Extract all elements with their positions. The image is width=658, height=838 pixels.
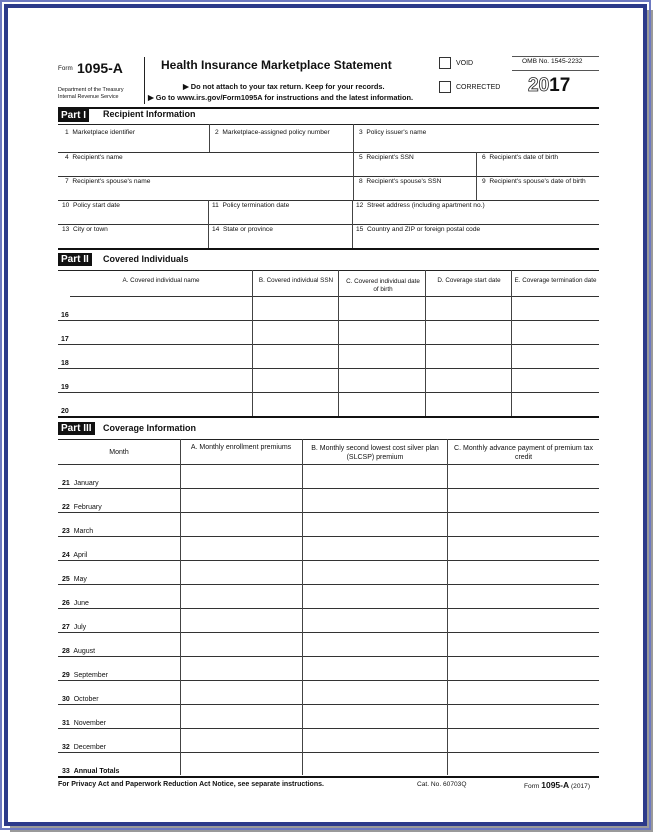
tax-year-suffix: 17 [549,75,571,96]
row-number: 25 [62,576,70,583]
row-number: 24 [62,552,70,559]
row-month: February [73,504,102,511]
part3-row [62,528,93,535]
row-month: August [73,648,96,655]
col-c-covered-dob: C. Covered individual date of birth [346,278,420,293]
col-b-slcsp-premium: B. Monthly second lowest cost silver plan (SLCSP) premium [311,445,439,461]
field-15-country-zip: 15 Country and ZIP or foreign postal code [356,226,481,233]
field-7-spouse-name: 7 Recipient's spouse's name [65,178,151,185]
part3-row [62,552,87,559]
catalog-number: Cat. No. 60703Q [417,781,467,788]
part3-badge: Part III [58,422,95,435]
dept-line-2: Internal Revenue Service [58,94,119,100]
part3-row [62,720,106,727]
field-10-policy-start: 10 Policy start date [62,202,120,209]
part3-row [62,576,87,583]
row-number: 28 [62,648,70,655]
part2-row-17: 17 [61,336,69,343]
row-number: 32 [62,744,70,751]
tax-year [528,76,570,95]
row-month: Annual Totals [73,768,120,775]
row-month: September [73,672,108,679]
instruction-note-2: ▶ Go to www.irs.gov/Form1095A for instructions and the latest information. [148,93,414,102]
part3-row [62,600,89,607]
row-number: 27 [62,624,70,631]
field-6-recipient-dob: 6 Recipient's date of birth [482,154,559,161]
corrected-checkbox[interactable] [439,81,451,93]
part2-row-20: 20 [61,408,69,415]
field-3-policy-issuer: 3 Policy issuer's name [359,129,427,136]
row-number: 33 [62,768,70,775]
col-a-covered-name: A. Covered individual name [122,277,200,284]
part2-row-18: 18 [61,360,69,367]
void-label: VOID [456,60,474,67]
form-number: 1095-A [77,60,123,76]
col-b-covered-ssn: B. Covered individual SSN [258,277,334,284]
part3-row [62,744,106,751]
form-label: Form [58,65,73,72]
row-number: 21 [62,480,70,487]
row-month: June [73,600,89,607]
row-month: March [73,528,94,535]
field-5-recipient-ssn: 5 Recipient's SSN [359,154,414,161]
part3-title: Coverage Information [103,423,197,433]
part3-row [62,504,102,511]
row-month: July [73,624,87,631]
row-month: October [73,696,99,703]
part1-title: Recipient Information [103,109,196,119]
part3-row [62,624,86,631]
part3-row [62,768,119,775]
part3-row [62,648,95,655]
dept-line-1: Department of the Treasury [58,87,124,93]
col-d-coverage-start: D. Coverage start date [437,277,501,284]
row-month: December [73,744,106,751]
part2-title: Covered Individuals [103,254,189,264]
omb-number: OMB No. 1545-2232 [522,58,583,65]
row-month: April [73,552,88,559]
field-8-spouse-ssn: 8 Recipient's spouse's SSN [359,178,442,185]
corrected-label: CORRECTED [456,84,501,91]
row-number: 22 [62,504,70,511]
row-number: 30 [62,696,70,703]
row-month: May [73,576,87,583]
col-a-enrollment-premiums: A. Monthly enrollment premiums [190,444,292,451]
row-month: November [73,720,106,727]
part2-row-19: 19 [61,384,69,391]
field-11-policy-termination: 11 Policy termination date [212,202,290,209]
col-month: Month [109,449,129,456]
field-1-marketplace-identifier: 1 Marketplace identifier [65,129,136,136]
part3-row [62,696,99,703]
field-4-recipient-name: 4 Recipient's name [65,154,123,161]
footer-form-id: Form 1095-A (2017) [524,780,591,790]
instruction-note-1: ▶ Do not attach to your tax return. Keep for your records. [183,82,385,91]
part2-badge: Part II [58,253,92,266]
row-month: January [73,480,99,487]
field-12-street-address: 12 Street address (including apartment no.) [356,202,485,209]
col-e-coverage-termination: E. Coverage termination date [514,277,597,284]
field-14-state: 14 State or province [212,226,273,233]
row-number: 29 [62,672,70,679]
privacy-notice: For Privacy Act and Paperwork Reduction Act Notice, see separate instructions. [58,781,324,788]
col-c-advance-payment: C. Monthly advance payment of premium tax credit [454,445,593,461]
part2-row-16: 16 [61,312,69,319]
tax-year-prefix: 20 [528,75,550,96]
field-2-policy-number: 2 Marketplace-assigned policy number [215,129,330,136]
field-9-spouse-dob: 9 Recipient's spouse's date of birth [482,178,586,185]
field-13-city: 13 City or town [62,226,108,233]
form-title: Health Insurance Marketplace Statement [161,58,392,72]
void-checkbox[interactable] [439,57,451,69]
part1-badge: Part I [58,109,89,122]
part3-row [62,672,108,679]
row-number: 23 [62,528,70,535]
row-number: 26 [62,600,70,607]
row-number: 31 [62,720,70,727]
part3-row [62,480,99,487]
